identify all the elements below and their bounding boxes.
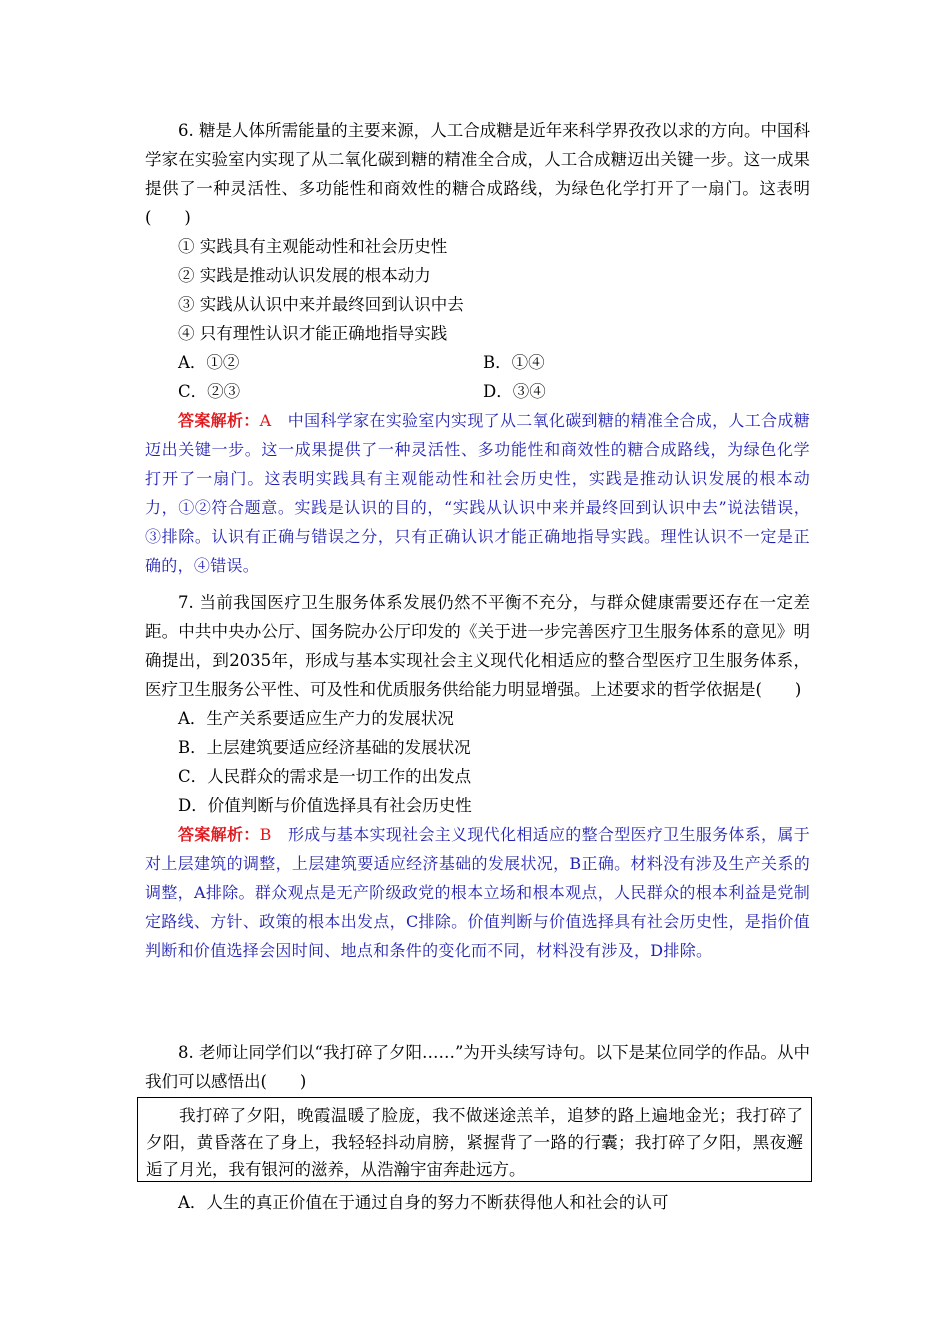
question-6-item-1: ① 实践具有主观能动性和社会历史性: [178, 237, 448, 256]
answer-label: 答案解析：: [178, 825, 260, 844]
question-8-choice-a: A．人生的真正价值在于通过自身的努力不断获得他人和社会的认可: [178, 1193, 669, 1212]
question-6-choice-c: C．②③: [178, 382, 241, 401]
question-7-choice-d: D．价值判断与价值选择具有社会历史性: [178, 796, 472, 815]
question-6: [145, 116, 810, 580]
question-8-stem: 8. 老师让同学们以“我打碎了夕阳……”为开头续写诗句。以下是某位同学的作品。从中我们可以感悟出( ): [145, 1043, 810, 1091]
answer-label: 答案解析：: [178, 411, 260, 430]
question-7: [145, 588, 810, 965]
question-6-choices-row-2: [145, 377, 810, 406]
question-6-answer: [145, 406, 810, 580]
question-7-stem: 7. 当前我国医疗卫生服务体系发展仍然不平衡不充分，与群众健康需要还存在一定差距。中共中央办公厅、国务院办公厅印发的《关于进一步完善医疗卫生服务体系的意见》明确提出，到2035年，形成与基本实现社会主义现代化相适应的整合型医疗卫生服务体系，医疗卫生服务公平性、可及性和优质服务供给能力明显增强。上述要求的哲学依据是( ): [145, 593, 810, 699]
question-7-choice-a: A．生产关系要适应生产力的发展状况: [178, 709, 454, 728]
question-6-choice-b: B．①④: [483, 353, 545, 372]
question-6-choice-d: D．③④: [483, 382, 546, 401]
answer-key: A: [259, 411, 272, 430]
question-6-item-3: ③ 实践从认识中来并最终回到认识中去: [178, 295, 464, 314]
question-6-choice-a: A．①②: [178, 353, 240, 372]
answer-key: B: [259, 825, 272, 844]
question-6-choices-row-1: [145, 348, 810, 377]
question-7-choice-c: C．人民群众的需求是一切工作的出发点: [178, 767, 472, 786]
question-6-item-2: ② 实践是推动认识发展的根本动力: [178, 266, 431, 285]
answer-explanation: 形成与基本实现社会主义现代化相适应的整合型医疗卫生服务体系，属于对上层建筑的调整，上层建筑要适应经济基础的发展状况，B正确。材料没有涉及生产关系的调整，A排除。群众观点是无产阶级政党的根本立场和根本观点，人民群众的根本利益是党制定路线、方针、政策的根本出发点，C排除。价值判断与价值选择具有社会历史性，是指价值判断和价值选择会因时间、地点和条件的变化而不同，材料没有涉及，D排除。: [145, 825, 810, 960]
question-6-item-4: ④ 只有理性认识才能正确地指导实践: [178, 324, 448, 343]
question-8: [145, 1038, 810, 1096]
answer-explanation: 中国科学家在实验室内实现了从二氧化碳到糖的精准全合成，人工合成糖迈出关键一步。这一成果提供了一种灵活性、多功能性和商效性的糖合成路线，为绿色化学打开了一扇门。这表明实践具有主观能动性和社会历史性，实践是推动认识发展的根本动力，①②符合题意。实践是认识的目的，“实践从认识中来并最终回到认识中去”说法错误，③排除。认识有正确与错误之分，只有正确认识才能正确地指导实践。理性认识不一定是正确的，④错误。: [145, 411, 810, 575]
question-7-answer: [145, 820, 810, 965]
question-6-stem: 6. 糖是人体所需能量的主要来源，人工合成糖是近年来科学界孜孜以求的方向。中国科学家在实验室内实现了从二氧化碳到糖的精准全合成，人工合成糖迈出关键一步。这一成果提供了一种灵活性、多功能性和商效性的糖合成路线，为绿色化学打开了一扇门。这表明( ): [145, 121, 810, 227]
question-7-choice-b: B．上层建筑要适应经济基础的发展状况: [178, 738, 471, 757]
poem-box: [137, 1097, 812, 1182]
question-8-choices: [145, 1188, 810, 1217]
poem-text: 我打碎了夕阳，晚霞温暖了脸庞，我不做迷途羔羊，追梦的路上遍地金光；我打碎了夕阳，黄昏落在了身上，我轻轻抖动肩膀，紧握背了一路的行囊；我打碎了夕阳，黑夜邂逅了月光，我有银河的滋养，从浩瀚宇宙奔赴远方。: [146, 1106, 803, 1179]
